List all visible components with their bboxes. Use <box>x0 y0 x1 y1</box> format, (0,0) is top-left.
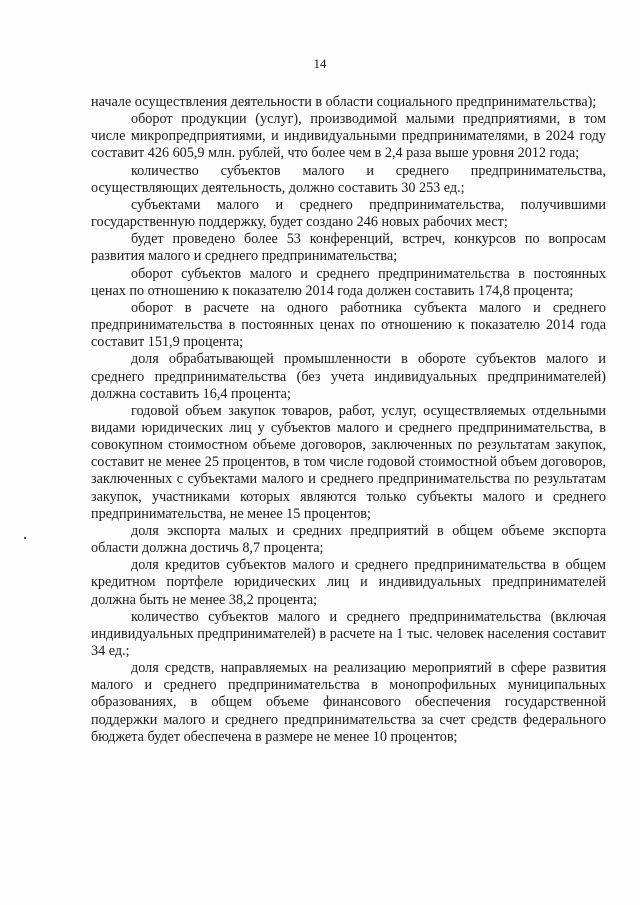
body-text <box>91 94 606 746</box>
paragraph: количество субъектов малого и среднего предпринимательства, осуществляющих деятельность, должно составить 30 253 ед.; <box>91 162 606 196</box>
paragraph: субъектами малого и среднего предпринимательства, получившими государственную поддержку, будет создано 246 новых рабочих мест; <box>91 196 606 231</box>
paragraph: оборот продукции (услуг), производимой малыми предприятиями, в том числе микропредприятиями, и индивидуальными предпринимателями, в 2024 году составит 426 605,9 млн. рублей, что более чем в 2,4 раза выше уровня 2012 года; <box>91 111 606 162</box>
paragraph: доля обрабатывающей промышленности в обороте субъектов малого и среднего предпринимательства (без учета индивидуальных предпринимателей) должна составить 16,4 процента; <box>91 351 606 402</box>
paragraph: доля экспорта малых и средних предприятий в общем объеме экспорта области должна достичь 8,7 процента; <box>91 522 606 557</box>
paragraph: оборот субъектов малого и среднего предпринимательства в постоянных ценах по отношению к показателю 2014 года должен составить 174,8 процента; <box>91 265 606 299</box>
paragraph: оборот в расчете на одного работника субъекта малого и среднего предпринимательства в постоянных ценах по отношению к показателю 2014 года составит 151,9 процента; <box>91 299 606 351</box>
paragraph: доля средств, направляемых на реализацию мероприятий в сфере развития малого и среднего предпринимательства в монопрофильных муниципальных образованиях, в общем объеме финансового обеспечения государственной поддержки малого и среднего предпринимательства за счет средств федерального бюджета будет обеспечена в размере не менее 10 процентов; <box>91 660 606 745</box>
paragraph: количество субъектов малого и среднего предпринимательства (включая индивидуальных предпринимателей) в расчете на 1 тыс. человек населения составит 34 ед.; <box>91 608 606 659</box>
margin-mark <box>24 537 26 539</box>
paragraph: годовой объем закупок товаров, работ, услуг, осуществляемых отдельными видами юридических лиц у субъектов малого и среднего предпринимательства, в совокупном стоимостном объеме договоров, заключенных по результатам закупок, составит не менее 25 процентов, в том числе годовой стоимостной объем договоров, заключенных с субъектами малого и среднего предпринимательства по результатам закупок, участниками которых являются только субъекты малого и среднего предпринимательства, не менее 15 процентов; <box>91 402 606 522</box>
paragraph: начале осуществления деятельности в области социального предпринимательства); <box>91 94 597 110</box>
page-number: 14 <box>313 56 327 71</box>
paragraph: будет проведено более 53 конференций, встреч, конкурсов по вопросам развития малого и среднего предпринимательства; <box>91 231 606 265</box>
paragraph: доля кредитов субъектов малого и среднего предпринимательства в общем кредитном портфеле юридических лиц и индивидуальных предпринимателей должна быть не менее 38,2 процента; <box>91 557 606 608</box>
